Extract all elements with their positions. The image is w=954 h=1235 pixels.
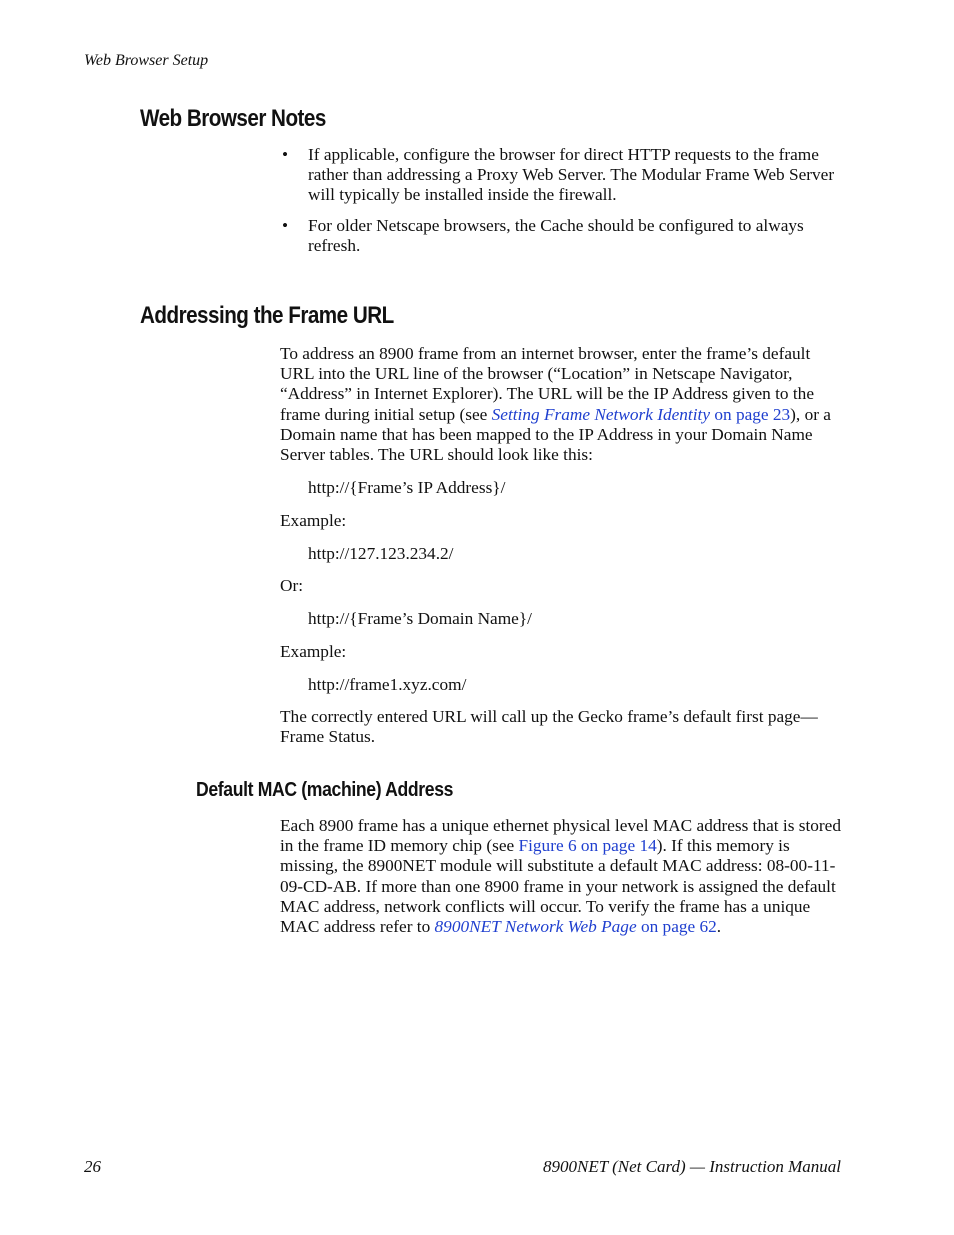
running-header: Web Browser Setup [84, 52, 209, 69]
addressing-closing-paragraph: The correctly entered URL will call up the Gecko frame’s default first page—Frame Status. [280, 707, 818, 747]
manual-title: 8900NET (Net Card) — Instruction Manual [543, 1157, 841, 1176]
intro-text-part1: To address an 8900 frame from an internet browser, enter the frame’s default URL into the URL line of the browser (“Location” in Netscape Navigator, “Address” in Internet Explorer). The URL will be the IP Address given to the frame during initial setup (see [280, 344, 814, 424]
link-figure-6[interactable]: Figure 6 on page 14 [518, 836, 657, 856]
link-page-23[interactable]: on page 23 [710, 404, 791, 424]
url-format-ip: http://{Frame’s IP Address}/ [308, 478, 506, 497]
default-mac-paragraph [280, 816, 845, 937]
subsection-title-default-mac: Default MAC (machine) Address [196, 779, 454, 801]
link-8900net-network-web-page[interactable]: 8900NET Network Web Page [434, 917, 637, 937]
mac-text-part3: . [716, 917, 722, 937]
bullet-item [282, 216, 845, 256]
or-label: Or: [280, 576, 304, 595]
bullet-text: For older Netscape browsers, the Cache should be configured to always refresh. [308, 216, 804, 256]
example-domain-url: http://frame1.xyz.com/ [308, 675, 467, 694]
section-title-web-browser-notes: Web Browser Notes [140, 105, 326, 132]
intro-text-part2: ), or a Domain name that has been mapped to the IP Address in your Domain Name Server tables. The URL should look like this: [280, 404, 831, 465]
mac-text-part2: ). If this memory is missing, the 8900NET module will substitute a default MAC address: 08-00-11-09-CD-AB. If more than one 8900 frame in your network is assigned the default MAC address, network conflicts will occur. To verify the frame has a unique MAC address refer to [280, 836, 836, 937]
mac-text-part1: Each 8900 frame has a unique ethernet physical level MAC address that is stored in the frame ID memory chip (see [280, 816, 841, 856]
link-setting-frame-network-identity[interactable]: Setting Frame Network Identity [491, 404, 711, 424]
example-ip-url: http://127.123.234.2/ [308, 544, 454, 563]
bullet-item [282, 145, 845, 206]
page-number: 26 [84, 1157, 101, 1176]
example-label: Example: [280, 642, 347, 661]
bullet-text: If applicable, configure the browser for direct HTTP requests to the frame rather than addressing a Proxy Web Server. The Modular Frame Web Server will typically be installed inside the firewall. [308, 145, 835, 205]
section-title-addressing-frame-url: Addressing the Frame URL [140, 302, 394, 329]
bullet-icon: • [282, 216, 289, 235]
link-page-62[interactable]: on page 62 [636, 917, 717, 937]
url-format-domain: http://{Frame’s Domain Name}/ [308, 609, 532, 628]
example-label: Example: [280, 511, 347, 530]
addressing-intro-paragraph [280, 344, 845, 465]
bullet-icon: • [282, 145, 289, 164]
